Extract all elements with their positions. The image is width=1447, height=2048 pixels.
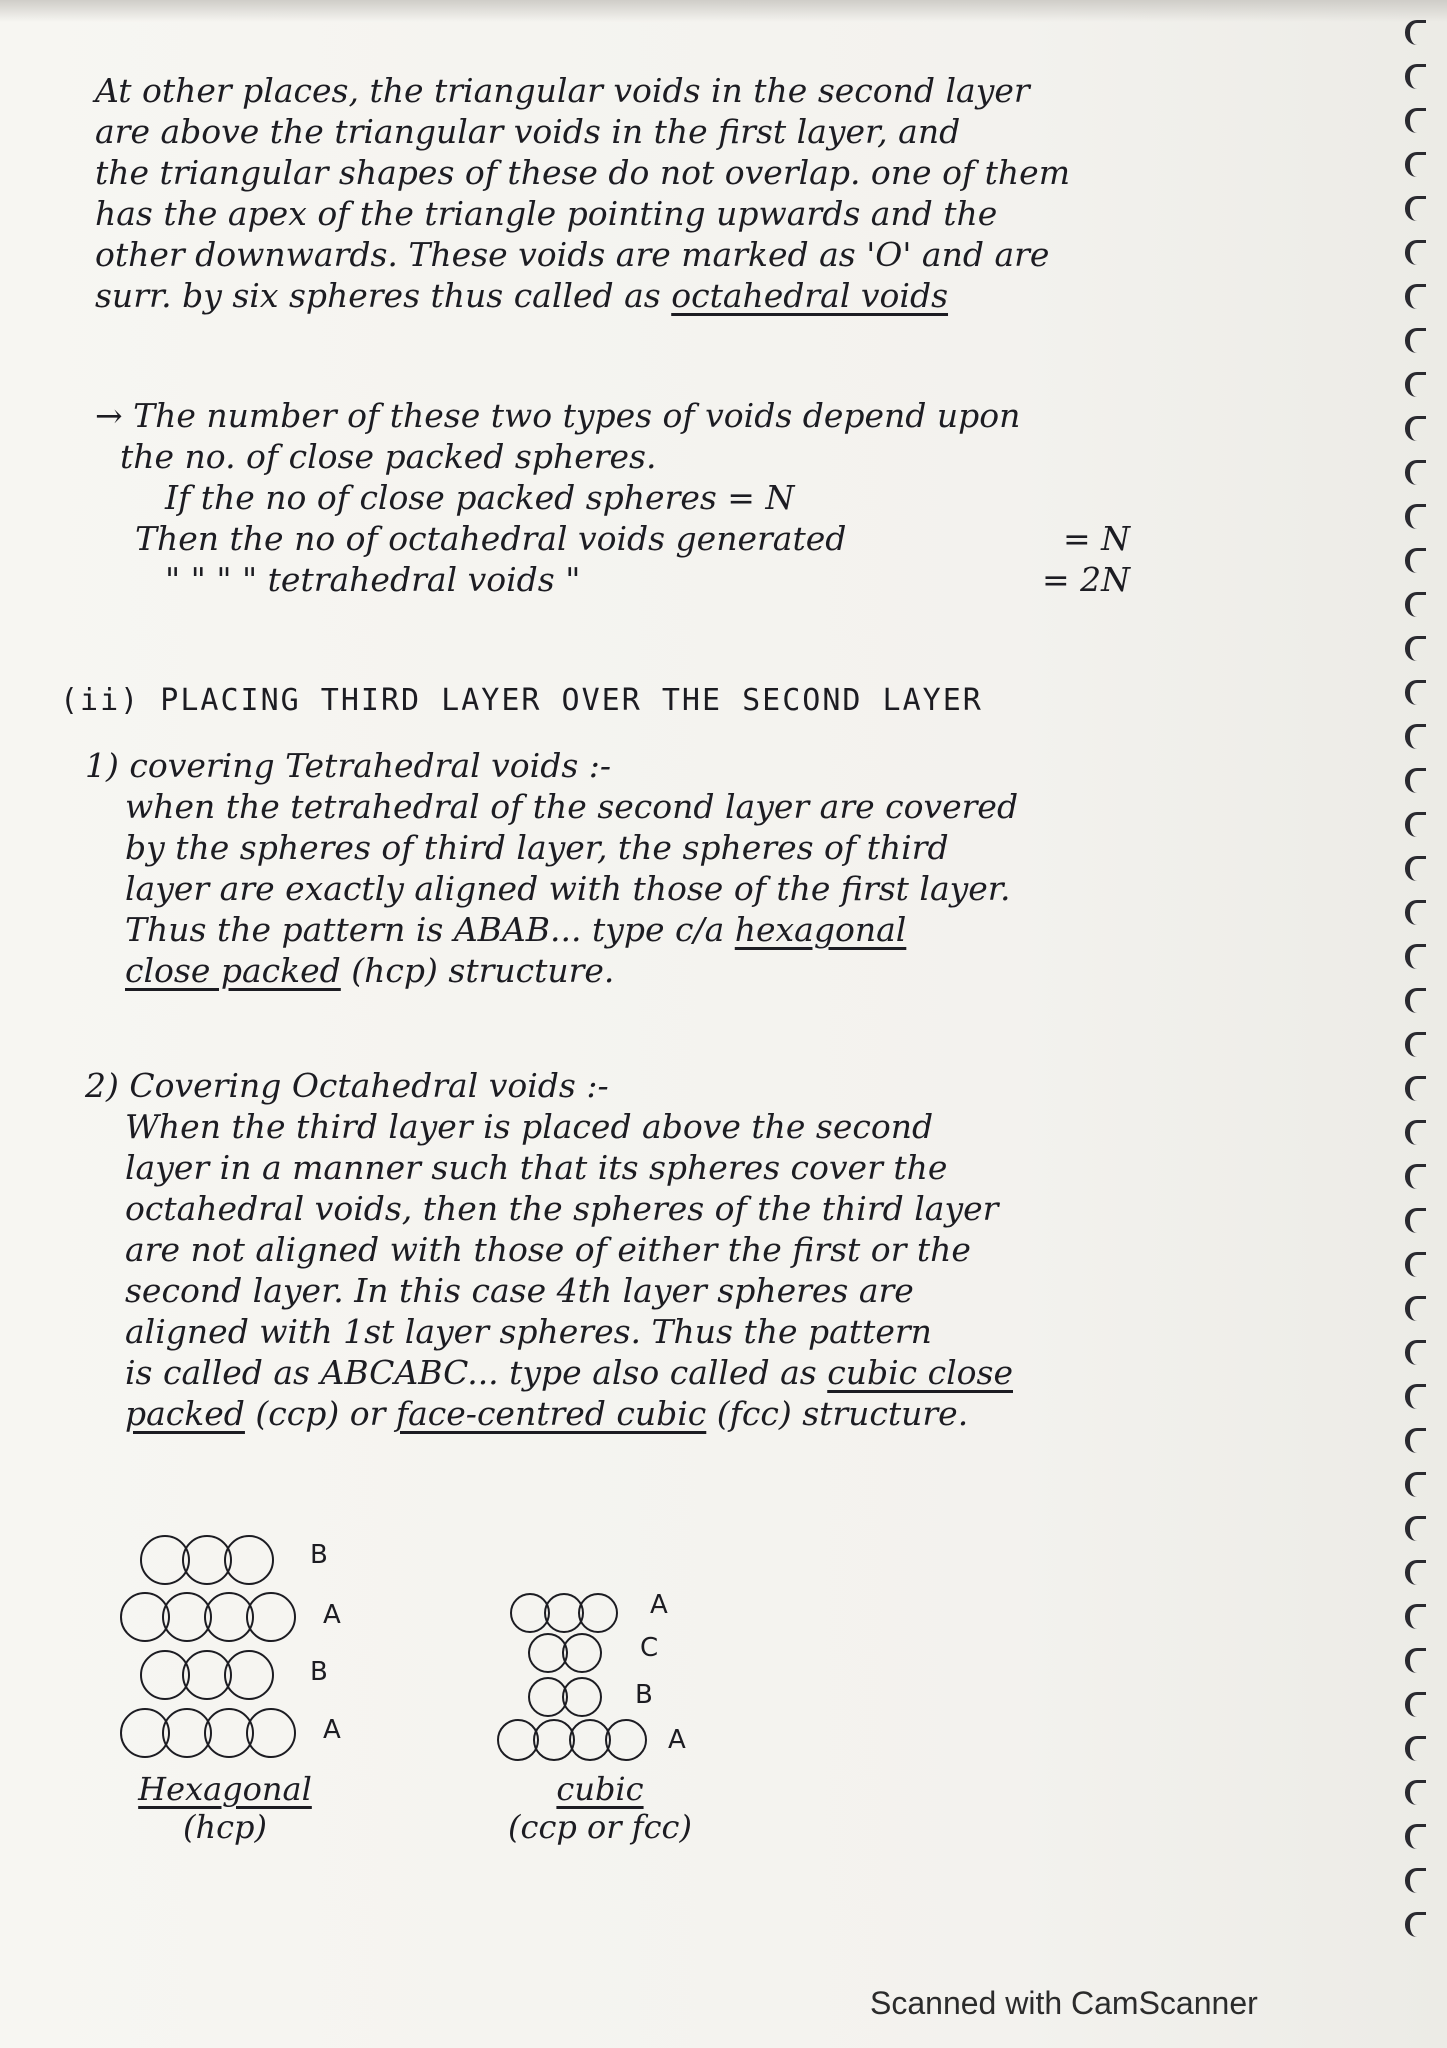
spiral-ring (1405, 1164, 1426, 1189)
close-packed-term: close packed (125, 951, 341, 990)
spiral-ring (1405, 1428, 1426, 1453)
text-fragment: is called as ABCABC... type also called as (125, 1353, 828, 1392)
spiral-ring (1405, 1296, 1426, 1321)
ccp-sphere (529, 1634, 567, 1672)
text-line: When the third layer is placed above the second (125, 1107, 934, 1146)
spiral-binding (1399, 20, 1433, 1950)
spiral-ring (1405, 1208, 1426, 1233)
spiral-ring (1405, 108, 1426, 133)
spiral-ring (1405, 328, 1426, 353)
text-line: aligned with 1st layer spheres. Thus the pattern (125, 1312, 932, 1351)
hcp-sphere (121, 1593, 169, 1641)
spiral-ring (1405, 1648, 1426, 1673)
text-line: → The number of these two types of voids depend upon (95, 396, 1021, 435)
section-heading: (ii) PLACING THIRD LAYER OVER THE SECOND LAYER (60, 683, 983, 718)
text-line (85, 1393, 1300, 1434)
spiral-ring (1405, 1252, 1426, 1277)
spiral-ring (1405, 988, 1426, 1013)
ccp-layer-label: A (650, 1590, 668, 1620)
text-fragment: Thus the pattern is ABAB... type c/a (125, 910, 735, 949)
hcp-sphere (205, 1593, 253, 1641)
spiral-ring (1405, 548, 1426, 573)
hcp-sphere (121, 1709, 169, 1757)
octahedral-term: octahedral voids (671, 276, 949, 315)
ccp-layer-label: C (640, 1633, 659, 1663)
hcp-sphere (205, 1709, 253, 1757)
hcp-layer-label: A (323, 1715, 341, 1745)
hcp-sphere (183, 1536, 231, 1584)
spiral-ring (1405, 1076, 1426, 1101)
void-count-section (95, 395, 1310, 600)
text-line: are not aligned with those of either the first or the (125, 1230, 971, 1269)
ccp-sphere (545, 1594, 583, 1632)
spiral-ring (1405, 196, 1426, 221)
spiral-ring (1405, 1912, 1426, 1937)
spiral-ring (1405, 636, 1426, 661)
hexagonal-term: hexagonal (734, 910, 907, 949)
text-line: by the spheres of third layer, the spheres of third (125, 828, 949, 867)
octahedral-count-value: = N (1062, 519, 1130, 558)
ccp-sphere (570, 1720, 610, 1760)
hcp-sphere (163, 1709, 211, 1757)
hcp-caption-sub: (hcp) (183, 1808, 267, 1846)
spiral-ring (1405, 1340, 1426, 1365)
text-line (85, 1352, 1300, 1393)
hcp-sphere (225, 1651, 273, 1699)
spiral-ring (1405, 1604, 1426, 1629)
hcp-sphere (163, 1593, 211, 1641)
ccp-sphere (606, 1720, 646, 1760)
hcp-sphere (247, 1709, 295, 1757)
spiral-ring (1405, 1780, 1426, 1805)
ccp-sphere (563, 1678, 601, 1716)
ccp-sphere (511, 1594, 549, 1632)
scanner-watermark: Scanned with CamScanner (870, 1985, 1258, 2021)
ccp-sphere (498, 1720, 538, 1760)
spiral-ring (1405, 856, 1426, 881)
spiral-ring (1405, 1868, 1426, 1893)
hcp-sphere (141, 1651, 189, 1699)
hcp-sphere (225, 1536, 273, 1584)
hcp-sphere (247, 1593, 295, 1641)
text-line: the no. of close packed spheres. (120, 437, 657, 476)
hcp-caption-title: Hexagonal (138, 1770, 312, 1808)
text-fragment: (fcc) structure. (706, 1394, 969, 1433)
spiral-ring (1405, 592, 1426, 617)
hcp-sphere (183, 1651, 231, 1699)
spiral-ring (1405, 680, 1426, 705)
spiral-ring (1405, 1516, 1426, 1541)
spiral-ring (1405, 20, 1426, 45)
spiral-ring (1405, 284, 1426, 309)
spiral-ring (1405, 504, 1426, 529)
ccp-sphere (579, 1594, 617, 1632)
spiral-ring (1405, 724, 1426, 749)
text-fragment: (ccp) or (244, 1394, 396, 1433)
ccp-diagram (500, 1585, 686, 1779)
text-line: layer are exactly aligned with those of the first layer. (125, 869, 1011, 908)
octahedral-paragraph (95, 70, 1310, 316)
spiral-ring (1405, 372, 1426, 397)
hcp-sphere (141, 1536, 189, 1584)
hcp-layer-label: A (323, 1600, 341, 1630)
hcp-caption (120, 1770, 330, 1846)
hcp-diagram (125, 1525, 345, 1769)
spiral-ring (1405, 1384, 1426, 1409)
text-line: other downwards. These voids are marked as 'O' and are (95, 235, 1050, 274)
ccp-sphere (563, 1634, 601, 1672)
ccp-layer-label: B (635, 1680, 653, 1710)
hcp-layer-label: B (310, 1657, 328, 1687)
hcp-layer-label: B (310, 1540, 328, 1570)
spiral-ring (1405, 1692, 1426, 1717)
spiral-ring (1405, 900, 1426, 925)
spiral-ring (1405, 1824, 1426, 1849)
spiral-ring (1405, 416, 1426, 441)
spiral-ring (1405, 944, 1426, 969)
text-line (85, 950, 1300, 991)
octahedral-count-line (95, 518, 1310, 559)
tetrahedral-count-value: = 2N (1041, 560, 1130, 599)
text-line: At other places, the triangular voids in the second layer (95, 71, 1030, 110)
tetrahedral-count-label: " " " " tetrahedral voids " (165, 560, 581, 599)
spiral-ring (1405, 64, 1426, 89)
rule-line: If the no of close packed spheres = N (165, 478, 795, 517)
ccp-caption-title: cubic (556, 1770, 644, 1808)
text-line: when the tetrahedral of the second layer are covered (125, 787, 1019, 826)
packed-term: packed (125, 1394, 245, 1433)
spiral-ring (1405, 812, 1426, 837)
text-line: the triangular shapes of these do not overlap. one of them (95, 153, 1070, 192)
cubic-close-term: cubic close (827, 1353, 1013, 1392)
tetrahedral-covering-section (85, 745, 1300, 991)
ccp-caption-sub: (ccp or fcc) (508, 1808, 692, 1846)
subsection-title: 1) covering Tetrahedral voids :- (85, 746, 612, 785)
spiral-ring (1405, 1560, 1426, 1585)
spiral-ring (1405, 152, 1426, 177)
text-line (85, 909, 1300, 950)
ccp-caption (470, 1770, 730, 1846)
text-line (95, 275, 1310, 316)
octahedral-count-label: Then the no of octahedral voids generated (135, 519, 847, 558)
subsection-title: 2) Covering Octahedral voids :- (85, 1066, 609, 1105)
text-fragment: surr. by six spheres thus called as (95, 276, 672, 315)
spiral-ring (1405, 1472, 1426, 1497)
octahedral-covering-section (85, 1065, 1300, 1434)
ccp-sphere (529, 1678, 567, 1716)
spiral-ring (1405, 1120, 1426, 1145)
page-top-shadow (0, 0, 1447, 22)
ccp-sphere (534, 1720, 574, 1760)
ccp-layer-label: A (668, 1725, 686, 1755)
text-line: layer in a manner such that its spheres cover the (125, 1148, 948, 1187)
spiral-ring (1405, 240, 1426, 265)
text-line: are above the triangular voids in the first layer, and (95, 112, 961, 151)
text-line: has the apex of the triangle pointing upwards and the (95, 194, 998, 233)
text-line: octahedral voids, then the spheres of the third layer (125, 1189, 999, 1228)
spiral-ring (1405, 768, 1426, 793)
text-fragment: (hcp) structure. (340, 951, 615, 990)
spiral-ring (1405, 460, 1426, 485)
spiral-ring (1405, 1736, 1426, 1761)
spiral-ring (1405, 1032, 1426, 1057)
tetrahedral-count-line (95, 559, 1310, 600)
fcc-term: face-centred cubic (395, 1394, 707, 1433)
text-line: second layer. In this case 4th layer spheres are (125, 1271, 914, 1310)
